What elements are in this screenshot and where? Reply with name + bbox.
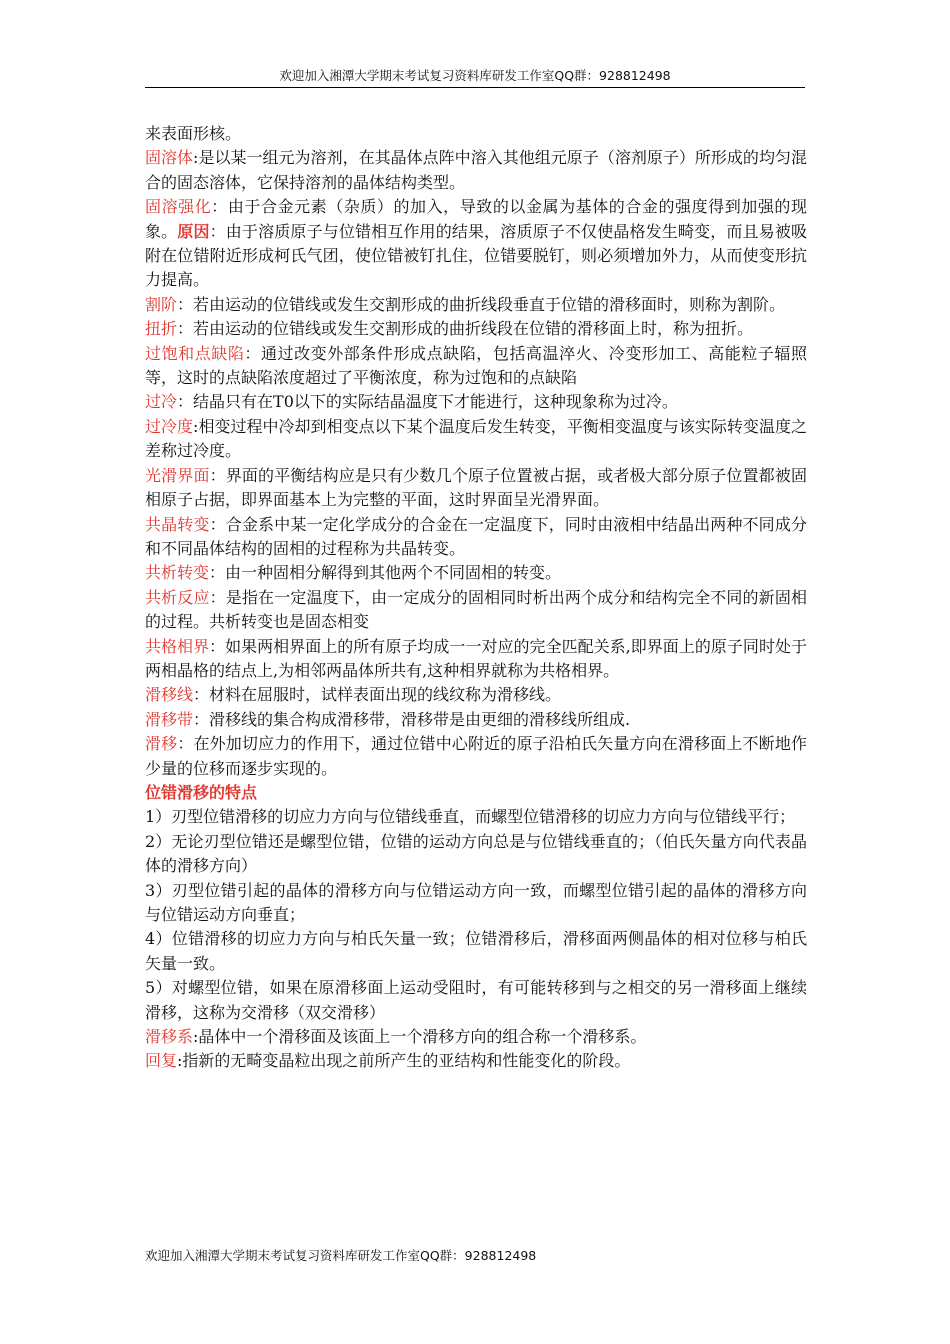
definition-text: ：结晶只有在T0以下的实际结晶温度下才能进行，这种现象称为过冷。: [177, 392, 678, 412]
definition-text: ：通过改变外部条件形成点缺陷，包括高温淬火、冷变形加工、高能粒子辐照等，这时的点缺陷浓度超过了平衡浓度，称为过饱和的点缺陷: [145, 343, 807, 388]
term: 过冷: [145, 392, 178, 412]
term: 滑移系: [145, 1027, 194, 1047]
page-footer: 欢迎加入湘潭大学期末考试复习资料库研发工作室QQ群：928812498: [145, 1248, 537, 1263]
definition-text: :相变过程中冷却到相变点以下某个温度后发生转变，平衡相变温度与该实际转变温度之差称过冷度。: [145, 416, 807, 461]
definition-eutectoid-transformation: [145, 561, 807, 585]
term: 共析转变: [145, 563, 210, 583]
definition-text: ：是指在一定温度下，由一定成分的固相同时析出两个成分和结构完全不同的新固相的过程。共析转变也是固态相变: [145, 587, 807, 632]
definition-slip-system: [145, 1025, 807, 1049]
definition-supersaturated-point-defect: [145, 342, 807, 391]
definition-text: :指新的无畸变晶粒出现之前所产生的亚结构和性能变化的阶段。: [177, 1051, 631, 1071]
definition-kink: [145, 317, 807, 341]
definition-text: ：滑移线的集合构成滑移带，滑移带是由更细的滑移线所组成.: [193, 709, 631, 729]
document-body: [145, 122, 807, 1074]
definition-text: ：界面的平衡结构应是只有少数几个原子位置被占据，或者极大部分原子位置都被固相原子占据，即界面基本上为完整的平面，这时界面呈光滑界面。: [145, 465, 807, 510]
term: 过冷度: [145, 416, 194, 436]
definition-eutectoid-reaction: [145, 586, 807, 635]
term: 固溶体: [145, 148, 194, 168]
definition-text: ：由于溶质原子与位错相互作用的结果，溶质原子不仅使晶格发生畸变，而且易被吸附在位错附近形成柯氏气团，使位错被钉扎住，位错要脱钉，则必须增加外力，从而使变形抗力提高。: [145, 221, 807, 290]
definition-text: ：材料在屈服时，试样表面出现的线纹称为滑移线。: [193, 685, 562, 705]
definition-text: ：若由运动的位错线或发生交割形成的曲折线段在位错的滑移面上时，称为扭折。: [177, 319, 754, 339]
definition-text: ：若由运动的位错线或发生交割形成的曲折线段垂直于位错的滑移面时，则称为割阶。: [177, 294, 786, 314]
term: 共晶转变: [145, 514, 210, 534]
definition-eutectic-transformation: [145, 513, 807, 562]
definition-text: ：合金系中某一定化学成分的合金在一定温度下，同时由液相中结晶出两种不同成分和不同晶体结构的固相的过程称为共晶转变。: [145, 514, 807, 558]
definition-jog: [145, 293, 807, 317]
term-reason: 原因: [177, 221, 210, 241]
definition-undercooling: [145, 390, 807, 414]
term: 滑移线: [145, 685, 194, 705]
term: 扭折: [145, 319, 178, 339]
definition-coherent-interface: [145, 635, 807, 684]
definition-text: ：由一种固相分解得到其他两个不同固相的转变。: [209, 563, 562, 583]
term: 共析反应: [145, 587, 210, 607]
page-header: 欢迎加入湘潭大学期末考试复习资料库研发工作室QQ群：928812498: [145, 66, 805, 88]
definition-solid-solution: [145, 146, 807, 195]
term: 固溶强化: [145, 197, 212, 217]
definition-solid-solution-strengthening: [145, 195, 807, 293]
definition-text: ：如果两相界面上的所有原子均成一一对应的完全匹配关系,即界面上的原子同时处于两相晶格的结点上,为相邻两晶体所共有,这种相界就称为共格相界。: [145, 636, 807, 680]
list-item: 1）刃型位错滑移的切应力方向与位错线垂直，而螺型位错滑移的切应力方向与位错线平行；: [145, 807, 796, 827]
definition-text: ：在外加切应力的作用下，通过位错中心附近的原子沿柏氏矢量方向在滑移面上不断地作少量的位移而逐步实现的。: [145, 734, 807, 778]
term: 滑移带: [145, 709, 194, 729]
definition-slip-band: [145, 708, 807, 732]
definition-slip-line: [145, 683, 807, 707]
list-item: 3）刃型位错引起的晶体的滑移方向与位错运动方向一致，而螺型位错引起的晶体的滑移方向与位错运动方向垂直；: [145, 880, 807, 924]
definition-text: :晶体中一个滑移面及该面上一个滑移方向的组合称一个滑移系。: [193, 1027, 647, 1047]
term: 光滑界面: [145, 465, 210, 485]
section-heading: 位错滑移的特点: [145, 782, 258, 802]
definition-slip: [145, 732, 807, 781]
term: 过饱和点缺陷: [145, 343, 245, 363]
definition-smooth-interface: [145, 464, 807, 513]
term: 回复: [145, 1051, 178, 1071]
term: 割阶: [145, 294, 178, 314]
term: 滑移: [145, 734, 178, 754]
list-item: 5）对螺型位错，如果在原滑移面上运动受阻时，有可能转移到与之相交的另一滑移面上继续滑移，这称为交滑移（双交滑移）: [145, 978, 807, 1022]
list-item: 2）无论刃型位错还是螺型位错，位错的运动方向总是与位错线垂直的；（伯氏矢量方向代表晶体的滑移方向）: [145, 831, 807, 876]
definition-text: ：由于合金元素（杂质）的加入，导致的以金属为基体的合金的强度得到加强的现象。: [145, 197, 807, 241]
definition-recovery: [145, 1049, 807, 1073]
term: 共格相界: [145, 636, 210, 656]
paragraph: 来表面形核。: [145, 124, 242, 143]
definition-text: :是以某一组元为溶剂，在其晶体点阵中溶入其他组元原子（溶剂原子）所形成的均匀混合的固态溶体，它保持溶剂的晶体结构类型。: [145, 148, 807, 192]
list-item: 4）位错滑移的切应力方向与柏氏矢量一致；位错滑移后，滑移面两侧晶体的相对位移与柏氏矢量一致。: [145, 929, 807, 973]
definition-degree-of-undercooling: [145, 415, 807, 464]
